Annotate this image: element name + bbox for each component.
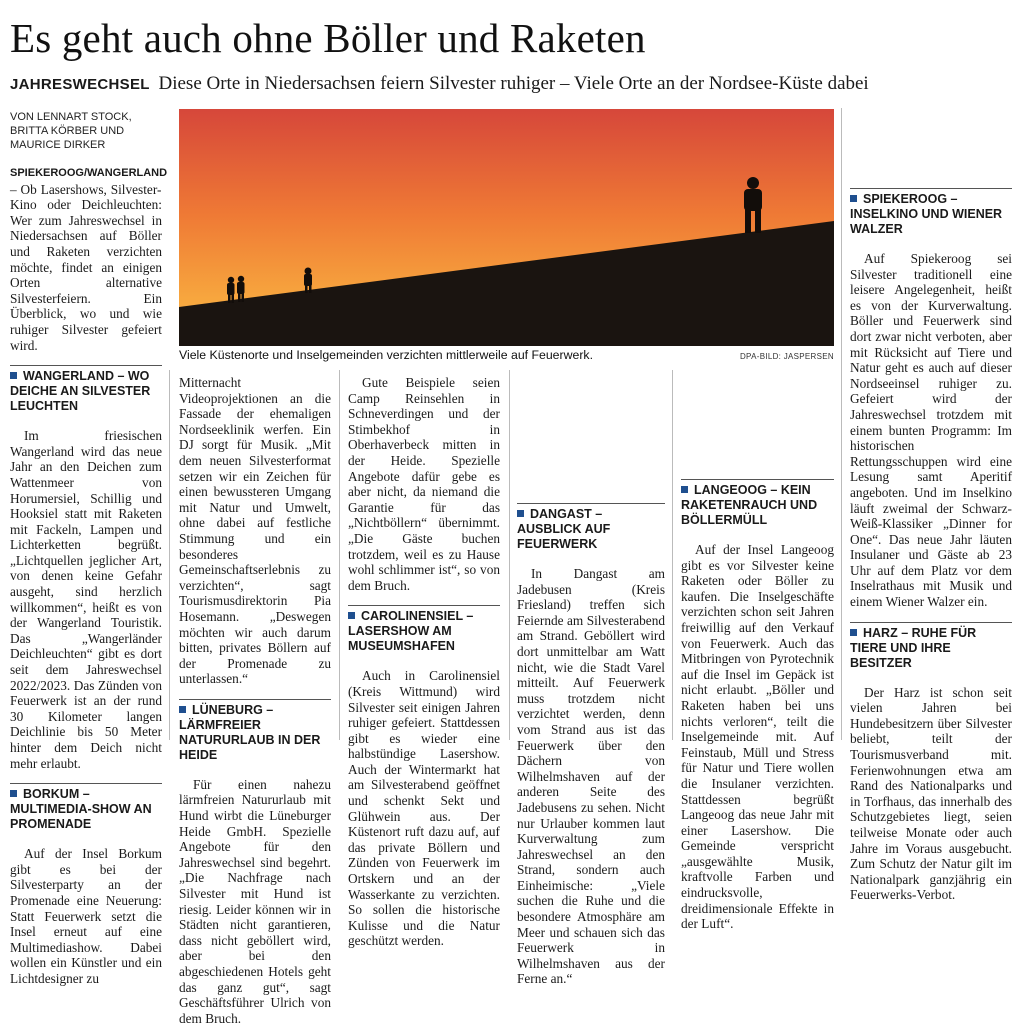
subhead-dangast <box>517 503 665 552</box>
subhead-lueneburg-text: LÜNEBURG – LÄRMFREIER NATURURLAUB IN DER HEIDE <box>179 702 321 762</box>
wangerland-paragraph: Im friesischen Wangerland wird das neue Jahr an den Deichen zum Wattenmeer von Horumersiel, Schillig und Hooksiel statt mit Raketen mit Fackeln, Lampen und Lichterketten begrüßt. „Lichtquellen jeglicher Art, von denen keine Gefahr ausgeht, sind herzlich willkommen“, heißt es von der Wangerland Touristik. Das „Wangerländer Deichleuchten“ gibt es dort seit dem Jahreswechsel 2022/2023. Das Zünden von Feuerwerk ist an der rund 30 Kilometer langen Deichlinie bis 50 Meter hinter dem Deich nicht mehr erlaubt. <box>10 428 162 771</box>
intro-text: – Ob Lasershows, Silvester-Kino oder Deichleuchten: Wer zum Jahreswechsel in Niedersachsen auf Böller und Raketen verzichten möchte, findet an einigen Orten alternative Silvesterfeiern. Ein Überblick, wo und wie ruhiger Silvester gefeiert wird. <box>10 181 162 353</box>
sunset-photo <box>179 109 834 346</box>
subhead-wangerland <box>10 365 162 414</box>
square-bullet-icon <box>10 790 17 797</box>
square-bullet-icon <box>179 706 186 713</box>
subhead-langeoog <box>681 479 834 528</box>
square-bullet-icon <box>681 486 688 493</box>
dangast-paragraph: In Dangast am Jadebusen (Kreis Friesland) treffen sich Feiernde am Silvesterabend am Strand. Geböllert wird dort unmittelbar am Watt nicht, wie die Stadt Varel mitteilt. Auf Feuerwerk muss trotzdem nicht verzichtet werden, denn vom Strand aus ist das Feuerwerk über den Dächern von Wilhelmshaven auf der anderen Seite des Jadebusens zu sehen. Nicht nur Urlauber kommen laut Kurverwaltung zum Jahreswechsel an den Strand, sondern auch Einheimische: „Viele suchen die Ruhe und die besondere Atmosphäre am Meer und schauen sich das Feuerwerk in Wilhelmshaven aus der Ferne an.“ <box>517 566 665 987</box>
subhead-dangast-text: DANGAST – AUSBLICK AUF FEUERWERK <box>517 507 611 551</box>
harz-paragraph: Der Harz ist schon seit vielen Jahren bei Hundebesitzern über Silvester beliebt, teilt der Tourismusverband mit. Ferienwohnungen etwa am Rand des Nationalparks und in Torfhaus, das innerhalb des Schutzgebietes liegt, seien teilweise Monate oder auch Jahre im Voraus ausgebucht. Zum Schutz der Natur gilt im Nationalpark ganzjährig ein Feuerwerks-Verbot. <box>850 684 1012 903</box>
langeoog-paragraph: Auf der Insel Langeoog gibt es vor Silvester keine Raketen oder Böller zu kaufen. Die Inselgeschäfte verzichten schon seit Jahren freiwillig auf den Verkauf von Feuerwerk. Auch das Mitbringen von Pyrotechnik auf die Insel im Gepäck ist nicht erlaubt. „Böller und Raketen haben bei uns nichts verloren“, teilt die Inselgemeinde mit. Auf Feinstaub, Müll und Stress für Natur und Tiere wollen die Insulaner verzichten. Stattdessen begrüßt Langeoog das neue Jahr mit einer Lasershow. Die Gemeinde verspricht „ausgewählte Musik, kraftvolle Farben und eindrucksvolle, dreidimensionale Effekte in der Luft“. <box>681 542 834 932</box>
kicker: JAHRESWECHSEL <box>10 76 150 93</box>
photo-credit: DPA-BILD: JASPERSEN <box>739 352 834 361</box>
byline: VON LENNART STOCK, BRITTA KÖRBER UND MAURICE DIRKER <box>10 111 132 151</box>
square-bullet-icon <box>348 612 355 619</box>
spiekeroog-paragraph: Auf Spiekeroog sei Silvester traditionell eine leisere Angelegenheit, heißt es von der Kurverwaltung. Böller und Feuerwerk sind dort zwar nicht verboten, aber mit Rücksicht auf Tiere und Natur geht es auch auf dieser Nordseeinsel ruhiger zu. Gefeiert wird der Jahreswechsel trotzdem mit einem bunten Programm: Im historischen Rettungsschuppen wird eine Lesung samt Aperitif angeboten. Und im Inselkino läuft zweimal der Schwarz-Weiß-Klassiker „Dinner for One“. Das neue Jahr läuten Insulaner und Gäste ab 23 Uhr auf dem Platz vor dem Inselrathaus mit Musik und einem Wiener Walzer ein. <box>850 251 1012 610</box>
lueneburg-paragraph: Für einen nahezu lärmfreien Natururlaub mit Hund wirbt die Lüneburger Heide GmbH. Spezielle Angebote für den Jahreswechsel sind begehrt. „Die Nachfrage nach Silvester mit Hund ist riesig. Leider können wir in Städten nicht garantieren, dass nicht geböllert wird, aber bei den abgeschiedenen Hotels geht das ganz gut“, sagt Geschäftsführer Ulrich von dem Bruch. <box>179 776 331 1026</box>
square-bullet-icon <box>10 372 17 379</box>
square-bullet-icon <box>517 510 524 517</box>
subline-text: Diese Orte in Niedersachsen feiern Silvester ruhiger – Viele Orte an der Nordsee-Küste dabei <box>158 73 869 94</box>
column-1 <box>10 110 168 987</box>
photo-caption <box>179 348 834 362</box>
subhead-carolinensiel <box>348 605 500 654</box>
subhead-spiekeroog-text: SPIEKEROOG – INSELKINO UND WIENER WALZER <box>850 192 1003 236</box>
intro-location: SPIEKEROOG/WANGERLAND <box>10 167 168 179</box>
headline: Es geht auch ohne Böller und Raketen <box>10 15 646 61</box>
column-3 <box>348 375 500 949</box>
square-bullet-icon <box>850 195 857 202</box>
column-divider <box>509 370 510 740</box>
borkum-paragraph: Auf der Insel Borkum gibt es bei der Silvesterparty an der Promenade eine Neuerung: Statt Feuerwerk setzt die Insel erneut auf eine Multimediashow. Dabei wollen ein Künstler und ein Lichtdesigner zu <box>10 846 162 986</box>
subhead-langeoog-text: LANGEOOG – KEIN RAKETENRAUCH UND BÖLLERMÜLL <box>681 483 818 527</box>
column-divider <box>672 370 673 740</box>
carolinensiel-paragraph: Auch in Carolinensiel (Kreis Wittmund) wird Silvester seit einigen Jahren ruhiger gefeiert. Stattdessen gibt es wieder eine halbstündige Lasershow. Auch der Wintermarkt hat am Silvesterabend geöffnet und schenkt Sekt und Glühwein aus. Der Küstenort ruft dazu auf, auf das private Böllern und Zünden von Feuerwerk im Ortskern und an der Wasserkante zu verzichten. So sollen die historische Kulisse und die Natur geschützt werden. <box>348 668 500 949</box>
subhead-lueneburg <box>179 699 331 763</box>
column-divider <box>339 370 340 740</box>
column-5 <box>681 375 834 932</box>
borkum-paragraph-cont: Mitternacht Videoprojektionen an die Fassade der ehemaligen Nordseeklinik werfen. Ein DJ sorgt für Musik. „Mit dem neuen Silvesterformat setzen wir ein Zeichen für einen bewussteren Umgang mit Natur und Umwelt, ohne dabei auf festliche Stimmung und ein besonderes Gemeinschaftserlebnis zu verzichten“, sagt Tourismusdirektorin Pia Hosemann. „Deswegen möchten wir auch darum bitten, privates Böllern auf der Promenade zu unterlassen.“ <box>179 375 331 687</box>
subhead-harz <box>850 622 1012 671</box>
column-divider <box>169 370 170 740</box>
subhead-borkum <box>10 783 162 832</box>
column-6 <box>850 110 1012 903</box>
subhead-harz-text: HARZ – RUHE FÜR TIERE UND IHRE BESITZER <box>850 625 977 670</box>
column-2 <box>179 375 331 1026</box>
lueneburg-paragraph-2: Gute Beispiele seien Camp Reinsehlen in Schneverdingen und der Stimbekhof in Oberhaverbeck mitten in der Heide. Spezielle Angebote dafür gebe es aber nicht, da niemand die Garantie für das „Nichtböllern“ übernimmt. „Die Gäste buchen trotzdem, weil es zu Hause wohl schlimmer ist“, so von dem Bruch. <box>348 375 500 593</box>
column-4 <box>517 375 665 987</box>
subhead-spiekeroog <box>850 188 1012 237</box>
intro-paragraph <box>10 164 168 353</box>
silhouette-image <box>179 109 834 346</box>
subhead-carolinensiel-text: CAROLINENSIEL – LASERSHOW AM MUSEUMSHAFEN <box>348 609 474 654</box>
column-divider <box>841 108 842 740</box>
caption-text: Viele Küstenorte und Inselgemeinden verzichten mittlerweile auf Feuerwerk. <box>179 348 593 362</box>
subhead-borkum-text: BORKUM – MULTIMEDIA-SHOW AN PROMENADE <box>10 787 152 832</box>
subhead-wangerland-text: WANGERLAND – WO DEICHE AN SILVESTER LEUCHTEN <box>10 369 151 414</box>
subline <box>10 72 1015 97</box>
square-bullet-icon <box>850 629 857 636</box>
